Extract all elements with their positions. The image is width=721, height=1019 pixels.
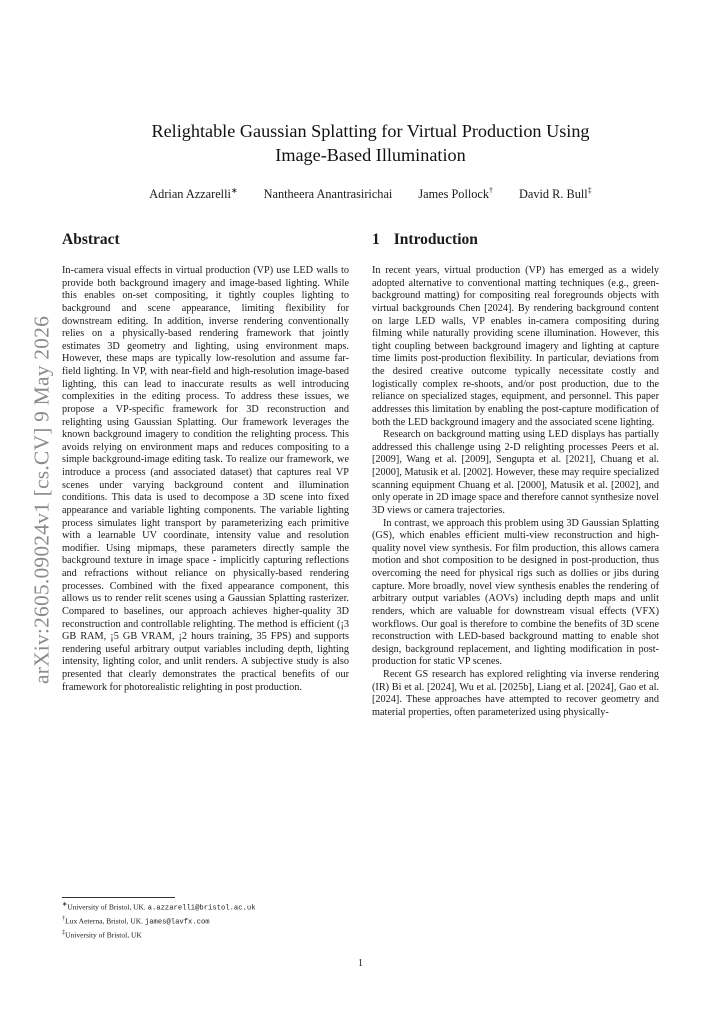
footnote: ‡University of Bristol, UK [62, 929, 142, 940]
title-line-1: Relightable Gaussian Splatting for Virtual Production Using [151, 121, 590, 141]
author: James Pollock† [418, 186, 494, 202]
paper-title [80, 119, 661, 167]
footnote: ∗University of Bristol, UK. a.azzarelli@bristol.ac.uk [62, 901, 256, 913]
intro-paragraph: Recent GS research has explored relighting via inverse rendering (IR) Bi et al. [2024], Wu et al. [2025b], Liang et al. [2024], Gao et al. [2024]. These approaches have attempted to recover geometry and material properties, often parameterized using physically- [372, 669, 659, 718]
footnote: †Lux Aeterna, Bristol, UK. james@lavfx.com [62, 915, 210, 927]
introduction-heading: 1 Introduction [372, 231, 478, 248]
author: Nantheera Anantrasirichai [263, 187, 393, 202]
abstract-heading: Abstract [62, 231, 120, 248]
author: Adrian Azzarelli∗ [149, 186, 238, 202]
intro-paragraph: In contrast, we approach this problem using 3D Gaussian Splatting (GS), which enables efficient multi-view reconstruction and high-quality novel view synthesis. For film production, this allows camera motion and shot composition to be designed in post-production, thus overcoming the need for physical rigs such as dollies or jibs during capture. More broadly, novel view synthesis enables the rendering of arbitrary output variables (AOVs) including depth maps and unlit renders, which are valuable for downstream visual effects (VFX) workflows. Our goal is therefore to combine the benefits of 3D scene reconstruction with LED-based background matting to enable shot design, background replacement, and lighting modification in post-production for static VP scenes. [372, 517, 659, 668]
author-list [80, 186, 661, 202]
intro-paragraph: Research on background matting using LED displays has partially addressed this challenge using 2-D relighting processes Peers et al. [2009], Wang et al. [2009], Sengupta et al. [2021], Chuang et al. [2000], Matusik et al. [2002]. However, these may require specialized scanning equipment Chuang et al. [2000], Matusik et al. [2002], and only operate in 2D image space and therefore cannot synthesize novel 3D views or camera trajectories. [372, 429, 659, 516]
abstract-text: In-camera visual effects in virtual production (VP) use LED walls to provide both background imagery and image-based lighting. While this enables on-set compositing, it tightly couples lighting to background and scene appearance, limiting flexibility for downstream editing. In addition, inverse rendering conventionally relies on a physically-based rendering framework that jointly estimates 3D geometry and lighting, using environment maps. However, these maps are typically low-resolution and assume far-field lighting. In VP, with near-field and high-resolution image-based lighting, this can lead to inaccurate results as well introducing complexities in the editing process. To address these issues, we propose a VP-specific framework for 3D reconstruction and relighting using Gaussian Splatting. Our framework leverages the known background imagery to condition the relighting process. This avoids relying on environment maps and reduces compositing to a simple background-image editing task. To realize our framework, we introduce a process (and associated dataset) that captures real VP scenes under varying background content and illumination conditions. This data is used to decompose a 3D scene into fixed appearance and variable lighting components. The variable lighting process simulates light transport by parameterizing each primitive with a learnable UV coordinate, intensity value and resolution modifier. Using mipmaps, these parameters directly sample the background texture in image space - implicitly capturing reflections and refractions without reliance on physically-based rendering processes. Combined with the fixed appearance component, this allows us to render relit scenes using a Gaussian Splatting rasterizer. Compared to baselines, our approach achieves higher-quality 3D reconstruction and controllable relighting. The method is efficient (¡3 GB RAM, ¡5 GB VRAM, ¡2 hours training, 35 FPS) and supports rendering useful arbitrary output variables including depth, lighting intensity, lighting color, and unlit renders. A subjective study is also presented that clearly demonstrates the practical benefits of our framework for photorealistic relighting in post production. [62, 265, 349, 693]
title-line-2: Image-Based Illumination [275, 145, 466, 165]
intro-paragraph: In recent years, virtual production (VP) has emerged as a widely adopted alternative to conventional matting techniques (e.g., green-background matting) for compositing real foregrounds objects with virtual backgrounds Chen [2024]. By rendering background content on large LED walls, VP enables in-camera compositing during filming while naturally providing scene illumination. However, this tight coupling between background imagery and lighting at capture time limits post-production flexibility. In particular, deviations from the desired creative outcome typically necessitate costly and logistically complex re-shoots, and/or post production, due to the reliance on specialized stages, equipment, and personnel. This paper addresses this limitation by enabling the post-capture modification of both the LED background imagery and the associated scene lighting. [372, 265, 659, 428]
introduction-section [372, 231, 659, 720]
footnote-rule [62, 897, 175, 898]
arxiv-stamp [22, 300, 62, 700]
footnotes [62, 900, 352, 942]
arxiv-stamp-text: arXiv:2605.09024v1 [cs.CV] 9 May 2026 [29, 315, 54, 685]
abstract-section [62, 231, 349, 694]
page-number: 1 [358, 958, 363, 969]
author: David R. Bull‡ [519, 186, 592, 202]
